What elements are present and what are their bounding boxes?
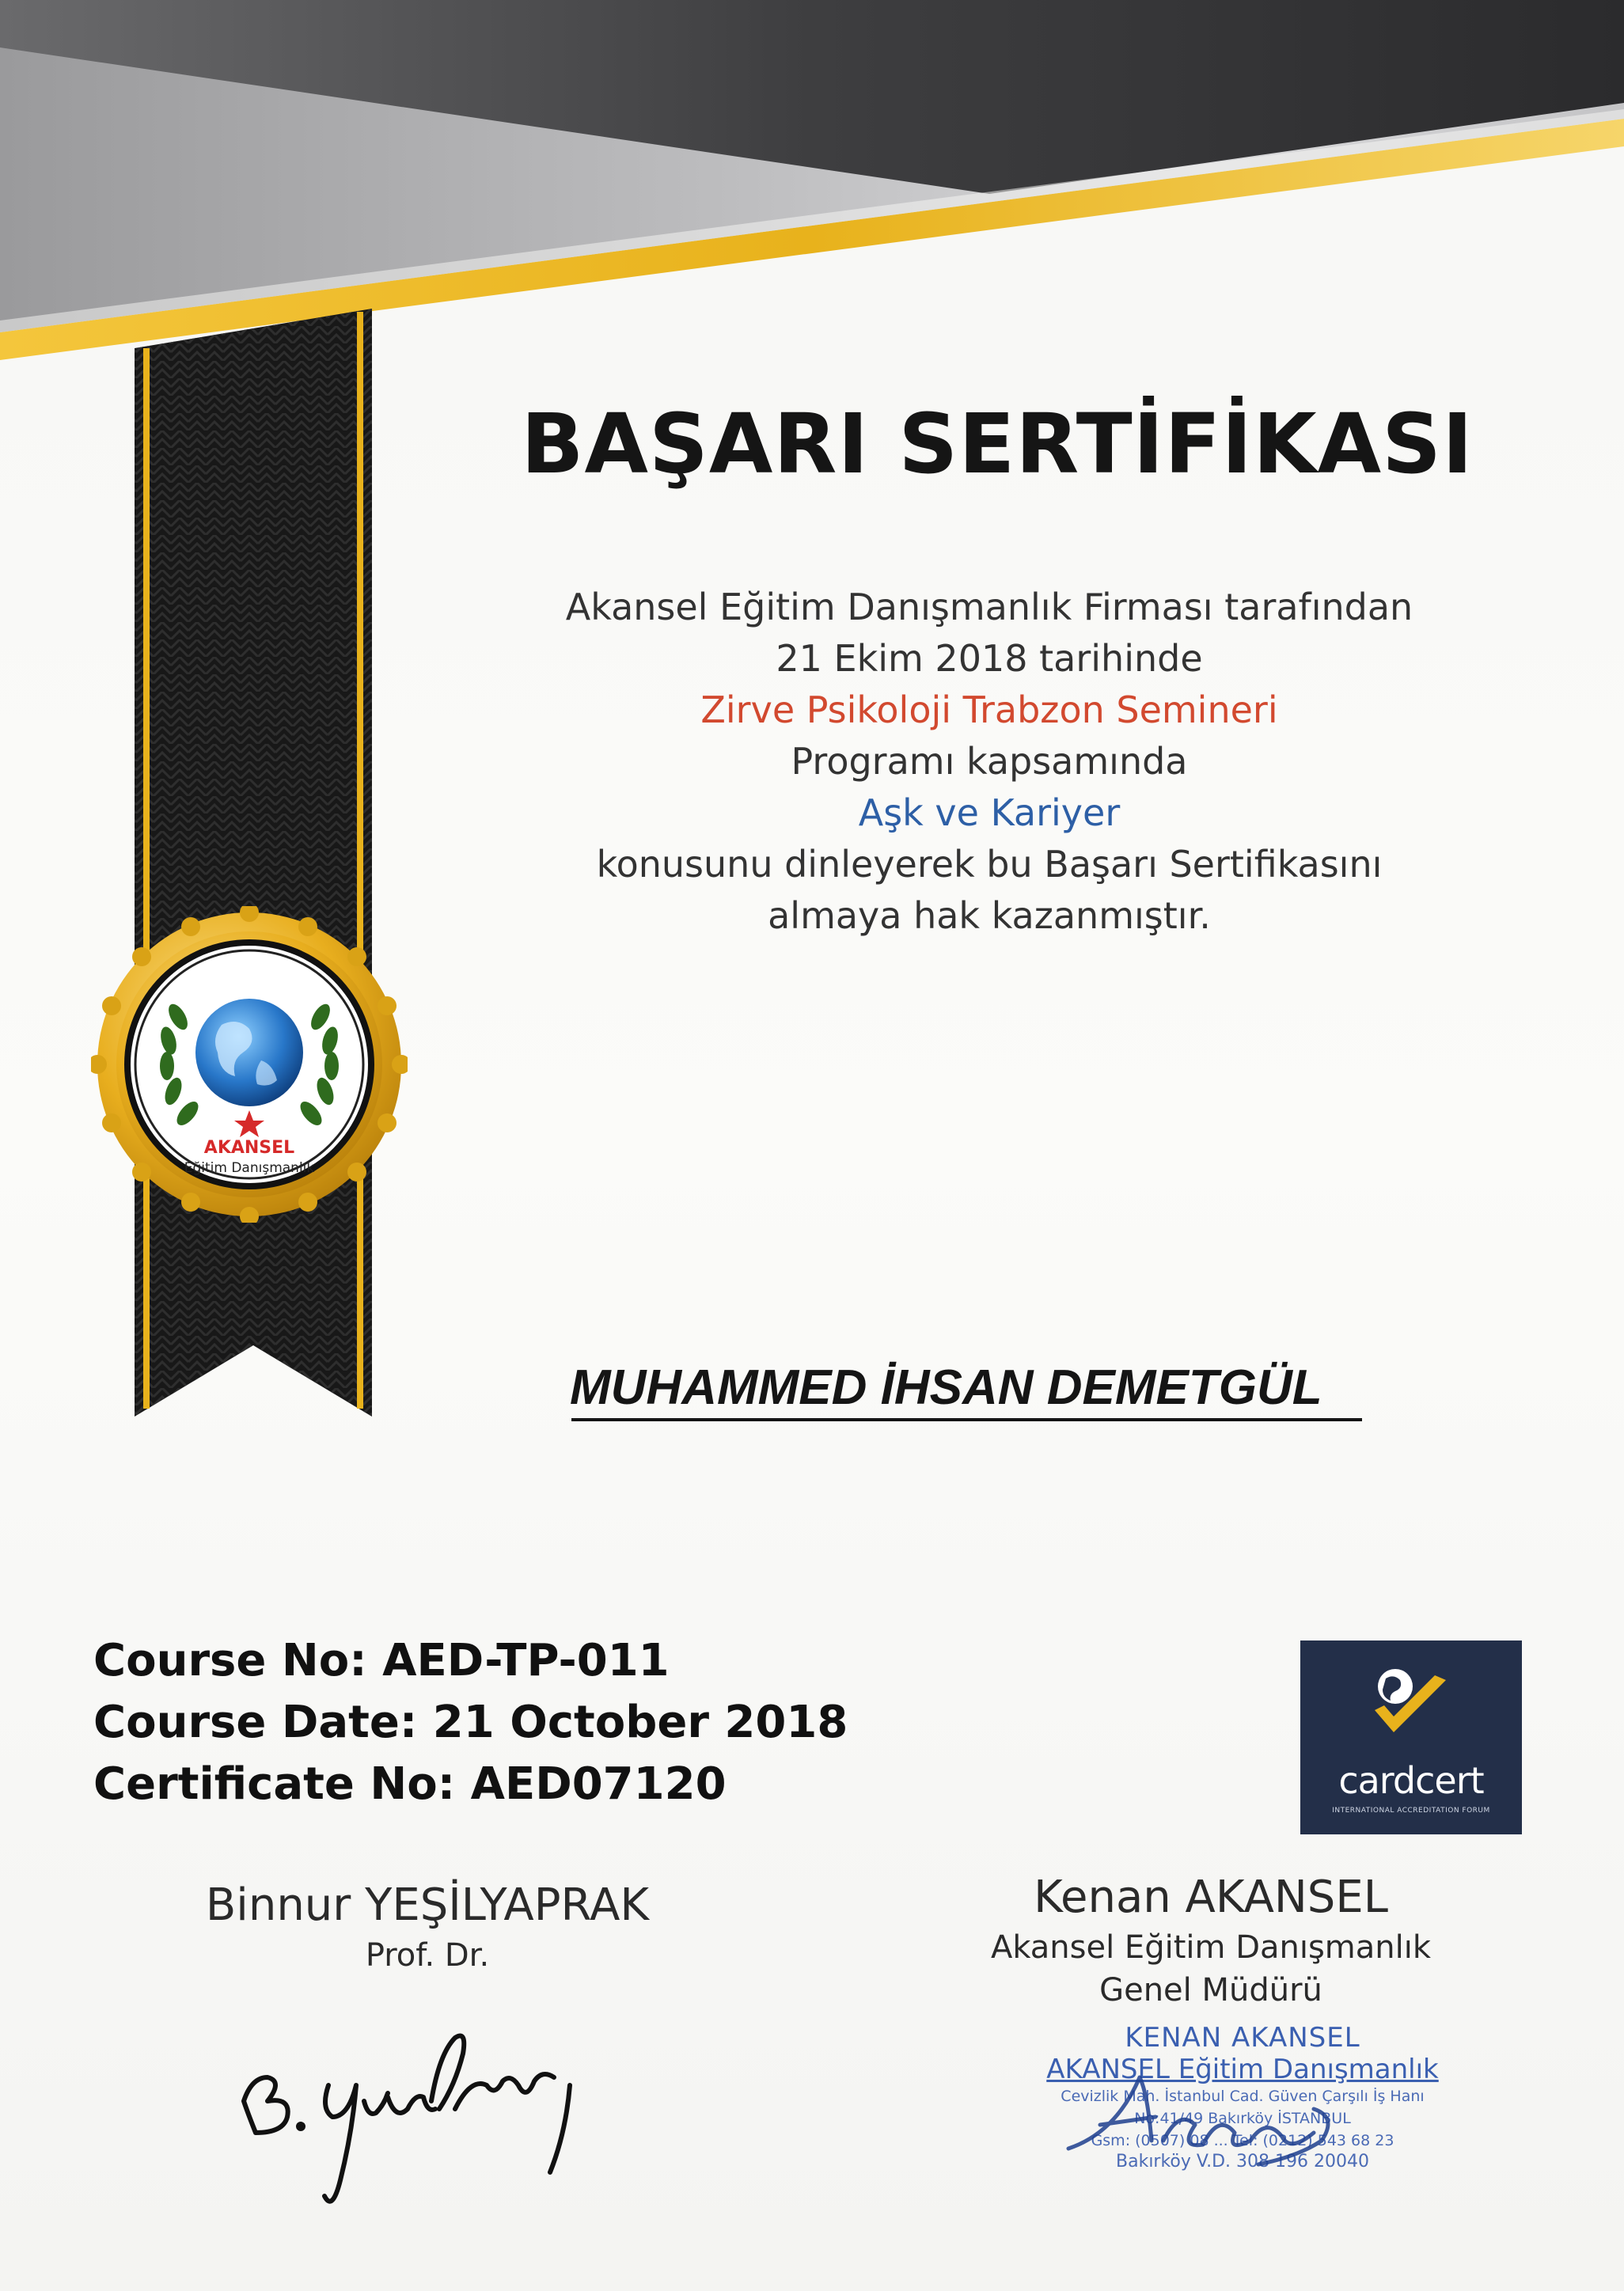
seal-subtitle: Eğitim Danışmanlık xyxy=(184,1160,315,1176)
body-line-closing: almaya hak kazanmıştır. xyxy=(768,894,1211,937)
stamp-line-name: KENAN AKANSEL xyxy=(1125,2022,1360,2054)
course-info xyxy=(93,1630,848,1815)
body-line-topic: Aşk ve Kariyer xyxy=(858,791,1121,834)
left-signatory xyxy=(127,1879,728,1974)
globe-check-icon xyxy=(1364,1664,1459,1751)
certificate-number-row xyxy=(93,1754,848,1815)
body-line-issuer: Akansel Eğitim Danışmanlık Firması tarafından xyxy=(565,586,1413,628)
stamp-line-district: No:41/49 Bakırköy İSTANBUL xyxy=(1134,2110,1351,2127)
recipient-underline xyxy=(571,1418,1362,1421)
stamp-line-company: AKANSEL Eğitim Danışmanlık xyxy=(1046,2054,1439,2085)
certificate-body xyxy=(491,582,1488,942)
cardcert-subtitle: INTERNATIONAL ACCREDITATION FORUM xyxy=(1332,1807,1490,1815)
cardcert-name: cardcert xyxy=(1338,1759,1484,1802)
course-number-label: Course No: xyxy=(93,1635,367,1686)
left-signatory-name: Binnur YEŞİLYAPRAK xyxy=(205,1879,650,1931)
body-line-date: 21 Ekim 2018 tarihinde xyxy=(776,637,1203,680)
right-signature xyxy=(1053,2062,1385,2172)
right-signatory-name: Kenan AKANSEL xyxy=(1034,1872,1388,1923)
recipient-name: MUHAMMED İHSAN DEMETGÜL xyxy=(570,1360,1322,1415)
right-signatory-role: Genel Müdürü xyxy=(1099,1972,1322,2008)
body-line-program: Programı kapsamında xyxy=(791,740,1188,783)
left-signatory-title: Prof. Dr. xyxy=(365,1937,490,1974)
certificate-number-label: Certificate No: xyxy=(93,1758,456,1810)
stamp-line-tax: Bakırköy V.D. 308 196 20040 xyxy=(1116,2152,1369,2172)
seal-name: AKANSEL xyxy=(203,1138,295,1158)
right-signatory-title: Akansel Eğitim Danışmanlık xyxy=(990,1929,1432,1966)
course-date: 21 October 2018 xyxy=(432,1697,848,1748)
course-date-row xyxy=(93,1692,848,1754)
body-line-statement: konusunu dinleyerek bu Başarı Sertifikasını xyxy=(596,843,1383,886)
certificate-number: AED07120 xyxy=(470,1758,727,1810)
cardcert-logo xyxy=(1300,1640,1522,1834)
course-date-label: Course Date: xyxy=(93,1697,418,1748)
course-number: AED-TP-011 xyxy=(382,1635,670,1686)
course-number-row xyxy=(93,1630,848,1692)
akansel-seal xyxy=(91,906,408,1223)
left-signature xyxy=(230,2014,601,2220)
decorative-ribbon xyxy=(119,309,388,1448)
certificate-title: BAŞARI SERTİFİKASI xyxy=(521,396,1474,492)
right-signatory xyxy=(926,1872,1496,2008)
stamp-line-address: Cevizlik Mah. İstanbul Cad. Güven Çarşılı İş Hanı xyxy=(1061,2088,1425,2105)
stamp-line-phone: Gsm: (0507) 08 ... Tel: (0212) 543 68 23 xyxy=(1091,2132,1394,2149)
body-line-seminar: Zirve Psikoloji Trabzon Semineri xyxy=(700,688,1278,731)
